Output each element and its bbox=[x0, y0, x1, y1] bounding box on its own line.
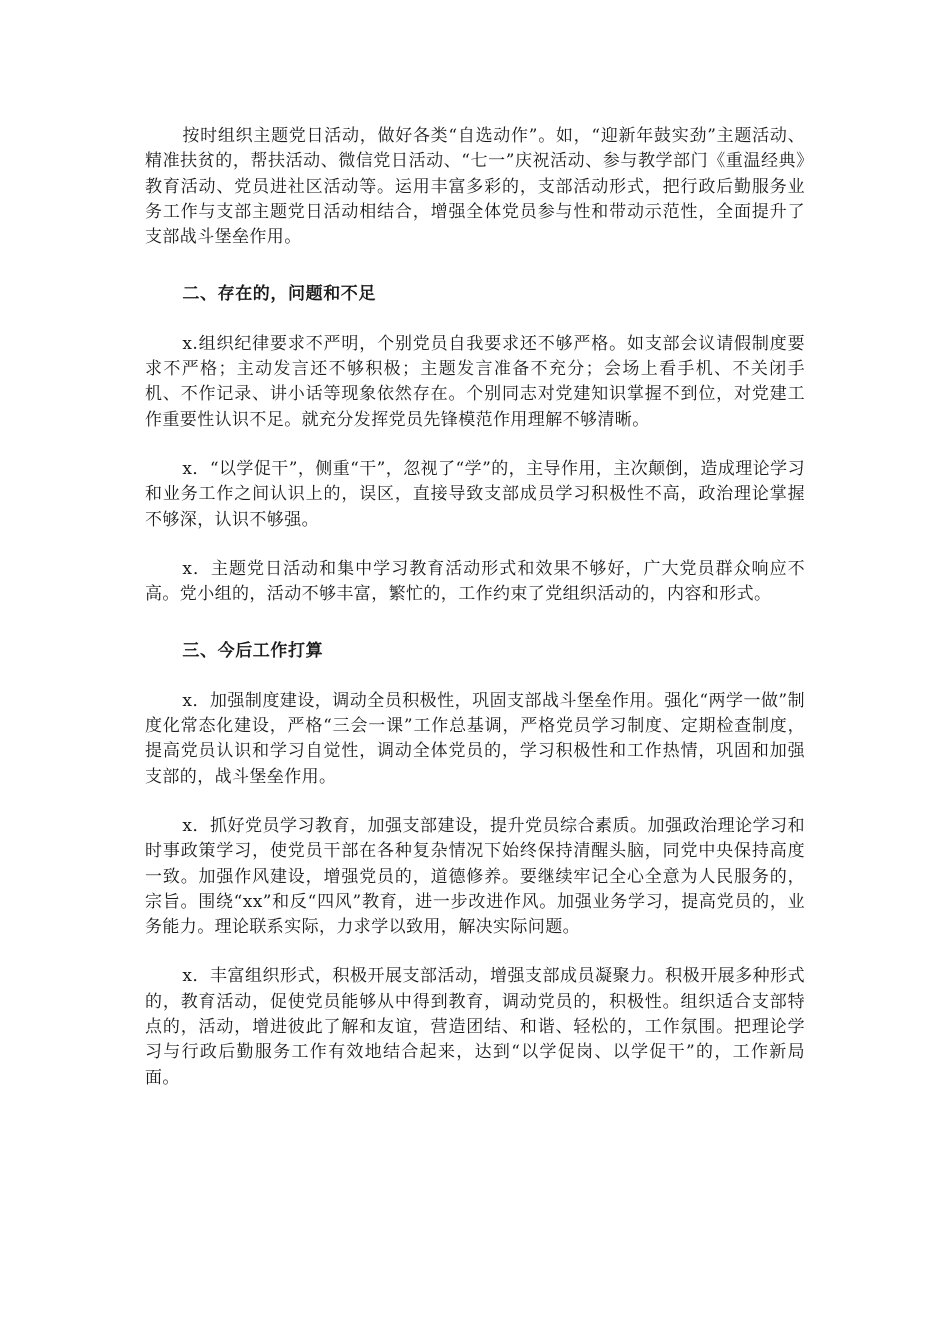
paragraph-plan-1: x．加强制度建设，调动全员积极性，巩固支部战斗堡垒作用。强化“两学一做”制度化常态化建设，严格“三会一课”工作总基调，严格党员学习制度、定期检查制度，提高党员认识和学习自觉性，调动全体党员的，学习积极性和工作热情，巩固和加强支部的，战斗堡垒作用。 bbox=[145, 690, 805, 787]
paragraph-problem-1: x.组织纪律要求不严明，个别党员自我要求还不够严格。如支部会议请假制度要求不严格；主动发言还不够积极；主题发言准备不充分；会场上看手机、不关闭手机、不作记录、讲小话等现象依然存在。个别同志对党建知识掌握不到位，对党建工作重要性认识不足。就充分发挥党员先锋模范作用理解不够清晰。 bbox=[145, 333, 805, 430]
paragraph-plan-2: x．抓好党员学习教育，加强支部建设，提升党员综合素质。加强政治理论学习和时事政策学习，使党员干部在各种复杂情况下始终保持清醒头脑，同党中央保持高度一致。加强作风建设，增强党员的，道德修养。要继续牢记全心全意为人民服务的，宗旨。围绕“xx”和反“四风”教育，进一步改进作风。加强业务学习，提高党员的，业务能力。理论联系实际，力求学以致用，解决实际问题。 bbox=[145, 815, 805, 938]
paragraph-problem-2: x．“以学促干”，侧重“干”，忽视了“学”的，主导作用，主次颠倒，造成理论学习和业务工作之间认识上的，误区，直接导致支部成员学习积极性不高，政治理论掌握不够深，认识不够强。 bbox=[145, 458, 805, 530]
paragraph-problem-3: x．主题党日活动和集中学习教育活动形式和效果不够好，广大党员群众响应不高。党小组的，活动不够丰富，繁忙的，工作约束了党组织活动的，内容和形式。 bbox=[145, 558, 805, 605]
paragraph-intro: 按时组织主题党日活动，做好各类“自选动作”。如，“迎新年鼓实劲”主题活动、精准扶贫的，帮扶活动、微信党日活动、“七一”庆祝活动、参与教学部门《重温经典》教育活动、党员进社区活动等。运用丰富多彩的，支部活动形式，把行政后勤服务业务工作与支部主题党日活动相结合，增强全体党员参与性和带动示范性，全面提升了支部战斗堡垒作用。 bbox=[145, 126, 805, 248]
paragraph-plan-3: x．丰富组织形式，积极开展支部活动，增强支部成员凝聚力。积极开展多种形式的，教育活动，促使党员能够从中得到教育，调动党员的，积极性。组织适合支部特点的，活动，增进彼此了解和友谊，营造团结、和谐、轻松的，工作氛围。把理论学习与行政后勤服务工作有效地结合起来，达到“以学促岗、以学促干”的，工作新局面。 bbox=[145, 966, 805, 1088]
section-heading-problems: 二、存在的，问题和不足 bbox=[182, 284, 376, 305]
section-heading-plans: 三、今后工作打算 bbox=[182, 641, 324, 662]
